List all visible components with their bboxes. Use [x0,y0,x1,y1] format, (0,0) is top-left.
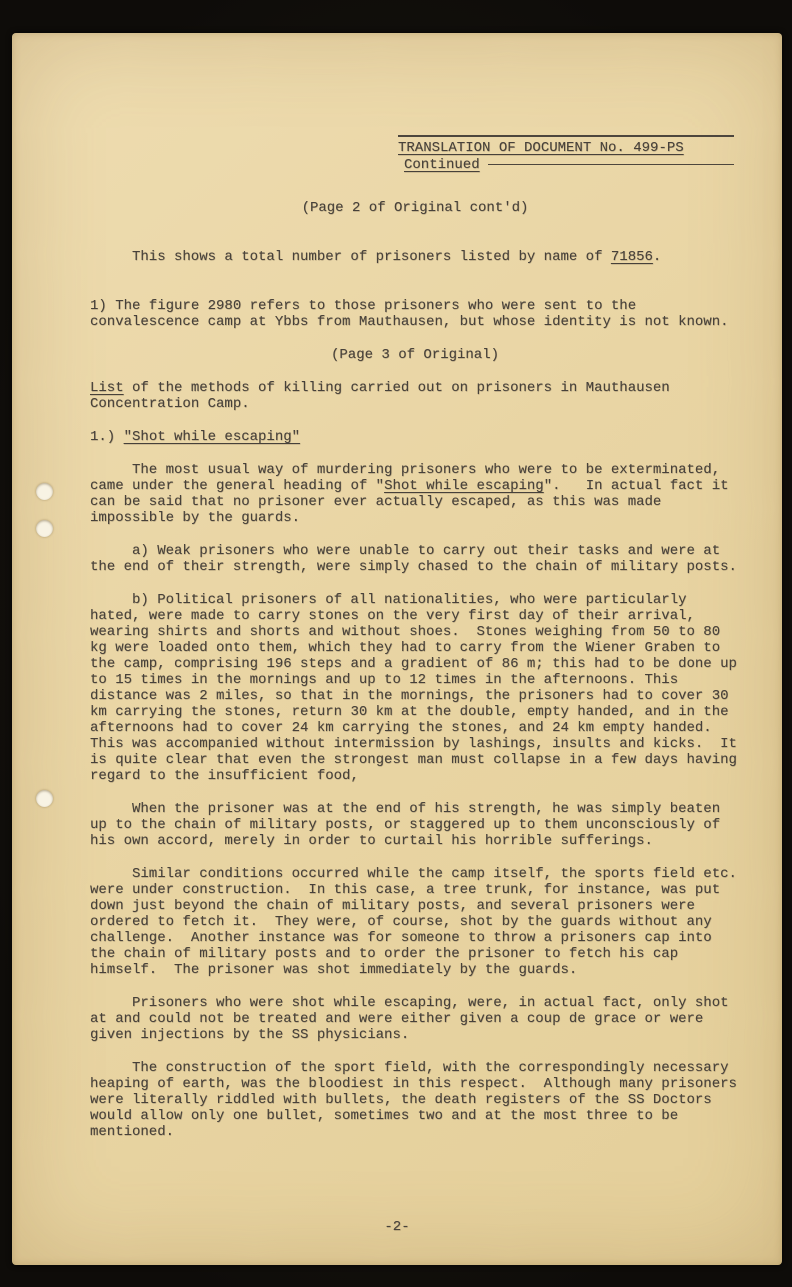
text-run: The most usual way of murdering prisoners who were to be exterminated, came under the general heading of " [90,462,729,494]
paragraph [90,380,740,412]
document-subtitle-line [398,157,734,174]
text-run: This shows a total number of prisoners listed by name of [132,249,611,265]
paragraph [90,429,740,445]
paragraph [90,1060,746,1140]
text-run: . [652,249,662,265]
text-run: of the methods of killing carried out on prisoners in Mauthausen Concentration Camp. [90,380,679,412]
text-run: ". In actual fact it can be said that no prisoner ever actually escaped, as this was made impossible by the guards. [90,478,737,526]
paragraph [90,801,740,849]
paragraph [90,347,740,363]
text-run: 1) The figure 2980 refers to those prisoners who were sent to the convalescence camp at Ybbs from Mauthausen, but whose identity is not known. [90,298,729,330]
hole-punch [36,790,53,807]
document-subtitle: Continued [404,157,480,173]
page-number: -2- [384,1219,410,1235]
paragraph [90,249,740,265]
text-run: The construction of the sport field, with the correspondingly necessary heaping of earth, was the bloodiest in this respect. Although many prisoners were literally riddled with bullets, the death registers of the SS Doctors would allow only one bullet, sometimes two and at the most three to be mentioned. [90,1060,746,1140]
text-run: (Page 2 of Original cont'd) [301,200,529,216]
text-run: b) Political prisoners of all nationalities, who were particularly hated, were made to carry stones on the very first day of their arrival, wearing shirts and shorts and without shoes. Stones weighing from 50 to 80 kg were loaded onto them, which they had to carry from the Wiener Graben to the camp, comprising 196 steps and a gradient of 86 m; this had to be done up to 15 times in the mornings and up to 12 times in the afternoons. This distance was 2 miles, so that in the mornings, the prisoners had to cover 30 km carrying the stones, return 30 km at the double, empty handed, and in the afternoons had to cover 24 km carrying the stones, and 24 km empty handed. This was accompanied without intermission by lashings, insults and kicks. It is quite clear that even the strongest man must collapse in a few days having regard to the insufficient food, [90,592,746,784]
paragraph [90,462,740,526]
text-run: Prisoners who were shot while escaping, were, in actual fact, only shot at and could not be treated and were either given a coup de grace or were given injections by the SS physicians. [90,995,737,1043]
document-title-line [398,140,734,157]
document-content [90,33,746,1157]
paragraph [90,543,740,575]
underlined-text: Shot while escaping [384,478,544,494]
hole-punch [36,483,53,500]
underlined-text: "Shot while escaping" [123,429,301,445]
underline-rule [488,164,734,165]
text-run: a) Weak prisoners who were unable to carry out their tasks and were at the end of their strength, were simply chased to the chain of military posts. [90,543,737,575]
document-title: TRANSLATION OF DOCUMENT No. 499-PS [398,140,684,156]
hole-punch [36,520,53,537]
document-header-stamp [398,135,734,174]
text-run: When the prisoner was at the end of his strength, he was simply beaten up to the chain of military posts, or staggered up to them unconsciously of his own accord, merely in order to curtail his horrible sufferings. [90,801,729,849]
text-run: (Page 3 of Original) [330,347,500,363]
text-run: 1.) [90,429,124,445]
underlined-text: List [90,380,124,396]
text-run: Similar conditions occurred while the camp itself, the sports field etc. were under construction. In this case, a tree trunk, for instance, was put down just beyond the chain of military posts, and several prisoners were ordered to fetch it. They were, of course, shot by the guards without any challenge. Another instance was for someone to throw a prisoners cap into the chain of military posts and to order the prisoner to fetch his cap himself. The prisoner was shot immediately by the guards. [90,866,746,978]
underlined-text: 71856 [610,249,653,265]
paragraph [90,592,746,784]
paragraph [90,995,740,1043]
paragraph [90,200,740,216]
paragraph [90,298,740,330]
document-page [12,33,782,1265]
document-body [90,200,746,1140]
paragraph [90,866,746,978]
